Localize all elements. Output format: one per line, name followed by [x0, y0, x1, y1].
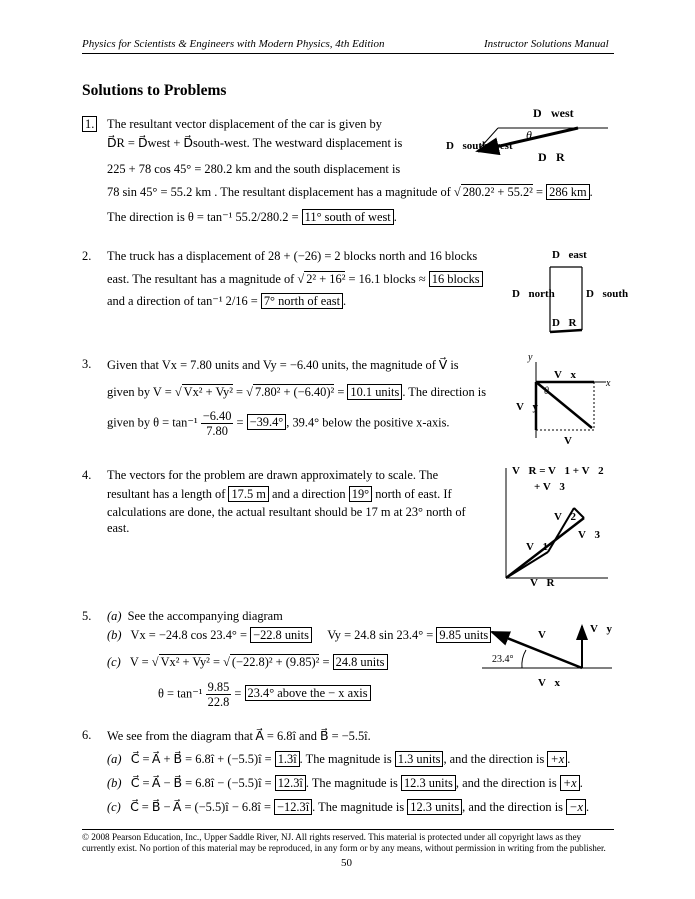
label-v3: V⃗3: [578, 529, 600, 541]
answer-box: 9.85 units: [436, 627, 491, 643]
problem-1-line1: The resultant vector displacement of the car is given by: [107, 117, 382, 131]
label-y: y: [528, 352, 533, 363]
problem-5-c: (c) V = √ Vx² + Vy² = √ (−22.8)² + (9.85)² = 24.8 units: [107, 655, 388, 670]
problem-3-line3: given by θ = tan⁻¹ $\frac{-6.40}{7.80}$ = −39.4° , 39.4° below the positive x-axis.: [107, 409, 450, 438]
label-sum-eq: V⃗R = V⃗1 + V⃗2: [512, 465, 604, 477]
problem-4-number: 4.: [82, 468, 92, 482]
label-v1: V⃗1: [526, 541, 548, 553]
answer-box: +x: [547, 751, 567, 767]
problem-6-row-a: (a) C⃗ = A⃗ + B⃗ = 6.8î + (−5.5)î = 1.3î . The magnitude is 1.3 units , and the direction is +x .: [107, 752, 571, 766]
footer-copyright-line2: currently exist. No portion of this material may be reproduced, in any form or by any means, without permission in writing from the publisher.: [82, 843, 606, 853]
label-vx: V⃗x: [554, 369, 576, 381]
problem-1-diagram: [438, 103, 608, 165]
answer-box: 12.3 units: [407, 799, 462, 815]
answer-box: 17.5 m: [228, 486, 268, 502]
angle-arc: [522, 650, 526, 668]
answer-box: 12.3î: [275, 775, 306, 791]
label-sum-eq-cont: + V⃗3: [534, 481, 565, 493]
answer-box: 12.3 units: [401, 775, 456, 791]
answer-box: −22.8 units: [250, 627, 312, 643]
answer-box: 286 km: [546, 184, 590, 200]
answer-box: 16 blocks: [429, 271, 483, 287]
problem-4-line2: resultant has a length of 17.5 m and a direction 19° north of east. If: [107, 487, 452, 501]
answer-box: 19°: [349, 486, 372, 502]
problem-5-a: (a) See the accompanying diagram: [107, 609, 283, 623]
label-theta: θ: [526, 128, 532, 142]
label-d-south: D⃗south: [586, 288, 629, 300]
header-left: Physics for Scientists & Engineers with Modern Physics, 4th Edition: [82, 38, 385, 50]
problem-5-number: 5.: [82, 609, 92, 623]
answer-box: −39.4°: [247, 414, 287, 430]
problem-1-line2: D⃗R = D⃗west + D⃗south-west. The westward displacement is: [107, 136, 403, 150]
problem-2-line1: The truck has a displacement of 28 + (−26) = 2 blocks north and 16 blocks: [107, 249, 478, 263]
answer-box: −12.3î: [274, 799, 312, 815]
header-rule: [82, 53, 614, 54]
answer-box: 23.4° above the − x axis: [245, 685, 371, 701]
label-d-north: D⃗north: [512, 288, 555, 300]
label-theta: θ: [544, 386, 549, 397]
label-v: V⃗: [538, 629, 555, 641]
section-title: Solutions to Problems: [82, 82, 227, 99]
answer-box: +x: [560, 775, 580, 791]
answer-box: 1.3î: [275, 751, 300, 767]
problem-4-line1: The vectors for the problem are drawn approximately to scale. The: [107, 468, 439, 482]
problem-1-number: 1.: [82, 117, 97, 132]
problem-6-number: 6.: [82, 728, 92, 742]
problem-2-diagram: [506, 242, 629, 342]
label-d-southwest: D⃗south-west: [446, 140, 513, 152]
footer-rule: [82, 829, 614, 830]
problem-2-line3: and a direction of tan⁻¹ 2/16 = 7° north of east .: [107, 294, 347, 308]
problem-6-intro: We see from the diagram that A⃗ = 6.8î and B⃗ = −5.5î.: [107, 729, 371, 743]
answer-box: 24.8 units: [333, 654, 388, 670]
footer-copyright-line1: © 2008 Pearson Education, Inc., Upper Saddle River, NJ. All rights reserved. This material is protected under all copyright laws as they: [82, 832, 582, 842]
label-x: x: [606, 378, 611, 389]
problem-2-line2: east. The resultant has a magnitude of √ 2² + 16² = 16.1 blocks ≈ 16 blocks: [107, 272, 483, 287]
problem-1-line3: 225 + 78 cos 45° = 280.2 km and the south displacement is: [107, 162, 401, 176]
problem-6-row-b: (b) C⃗ = A⃗ − B⃗ = 6.8î − (−5.5)î = 12.3î . The magnitude is 12.3 units , and the direction is +x .: [107, 776, 583, 790]
problem-4-line3: calculations are done, the actual resultant should be 17 m at 23° north of: [107, 505, 466, 519]
problem-2-number: 2.: [82, 249, 92, 263]
answer-box: 1.3 units: [395, 751, 444, 767]
label-vy: V⃗y: [590, 623, 612, 635]
label-d-r: D⃗R: [538, 150, 565, 164]
label-d-r: D⃗R: [552, 317, 577, 329]
label-d-east: D⃗east: [552, 249, 587, 261]
answer-box: 7° north of east: [261, 293, 343, 309]
problem-4-diagram: [490, 460, 610, 592]
problem-1-line4: 78 sin 45° = 55.2 km . The resultant displacement has a magnitude of √ 280.2² + 55.2² = 286 km .: [107, 185, 593, 199]
answer-box: 11° south of west: [302, 209, 394, 225]
d-resultant-vector: [550, 330, 582, 332]
label-angle: 23.4°: [492, 654, 514, 665]
answer-box: 10.1 units: [347, 384, 402, 400]
answer-box: −x: [566, 799, 586, 815]
problem-6-row-c: (c) C⃗ = B⃗ − A⃗ = (−5.5)î − 6.8î = −12.3î . The magnitude is 12.3 units , and the direction is −x .: [107, 800, 590, 814]
problem-5-diagram: [482, 618, 612, 696]
problem-5-d: θ = tan⁻¹ $\frac{9.85}{22.8}$ = 23.4° above the − x axis: [158, 680, 371, 709]
label-vr: V⃗R: [530, 577, 555, 589]
problem-5-b: (b) Vx = −24.8 cos 23.4° = −22.8 units Vy = 24.8 sin 23.4° = 9.85 units: [107, 628, 491, 643]
problem-3-line2: given by V = √ Vx² + Vy² = √ 7.80² + (−6.40)² = 10.1 units . The direction is: [107, 385, 487, 399]
problem-3-number: 3.: [82, 357, 92, 371]
problem-1-line5: The direction is θ = tan⁻¹ 55.2/280.2 = 11° south of west .: [107, 210, 397, 224]
label-v: V⃗: [564, 435, 581, 447]
label-d-west: D⃗west: [533, 106, 574, 120]
problem-3-diagram: [506, 350, 616, 450]
page-number: 50: [341, 857, 352, 869]
header-right: Instructor Solutions Manual: [484, 38, 609, 50]
label-v2: V⃗2: [554, 511, 576, 523]
problem-4-line4: east.: [107, 521, 130, 535]
label-vy: V⃗y: [516, 401, 538, 413]
problem-3-line1: Given that Vx = 7.80 units and Vy = −6.40 units, the magnitude of V⃗ is: [107, 358, 459, 372]
label-vx: V⃗x: [538, 677, 560, 689]
